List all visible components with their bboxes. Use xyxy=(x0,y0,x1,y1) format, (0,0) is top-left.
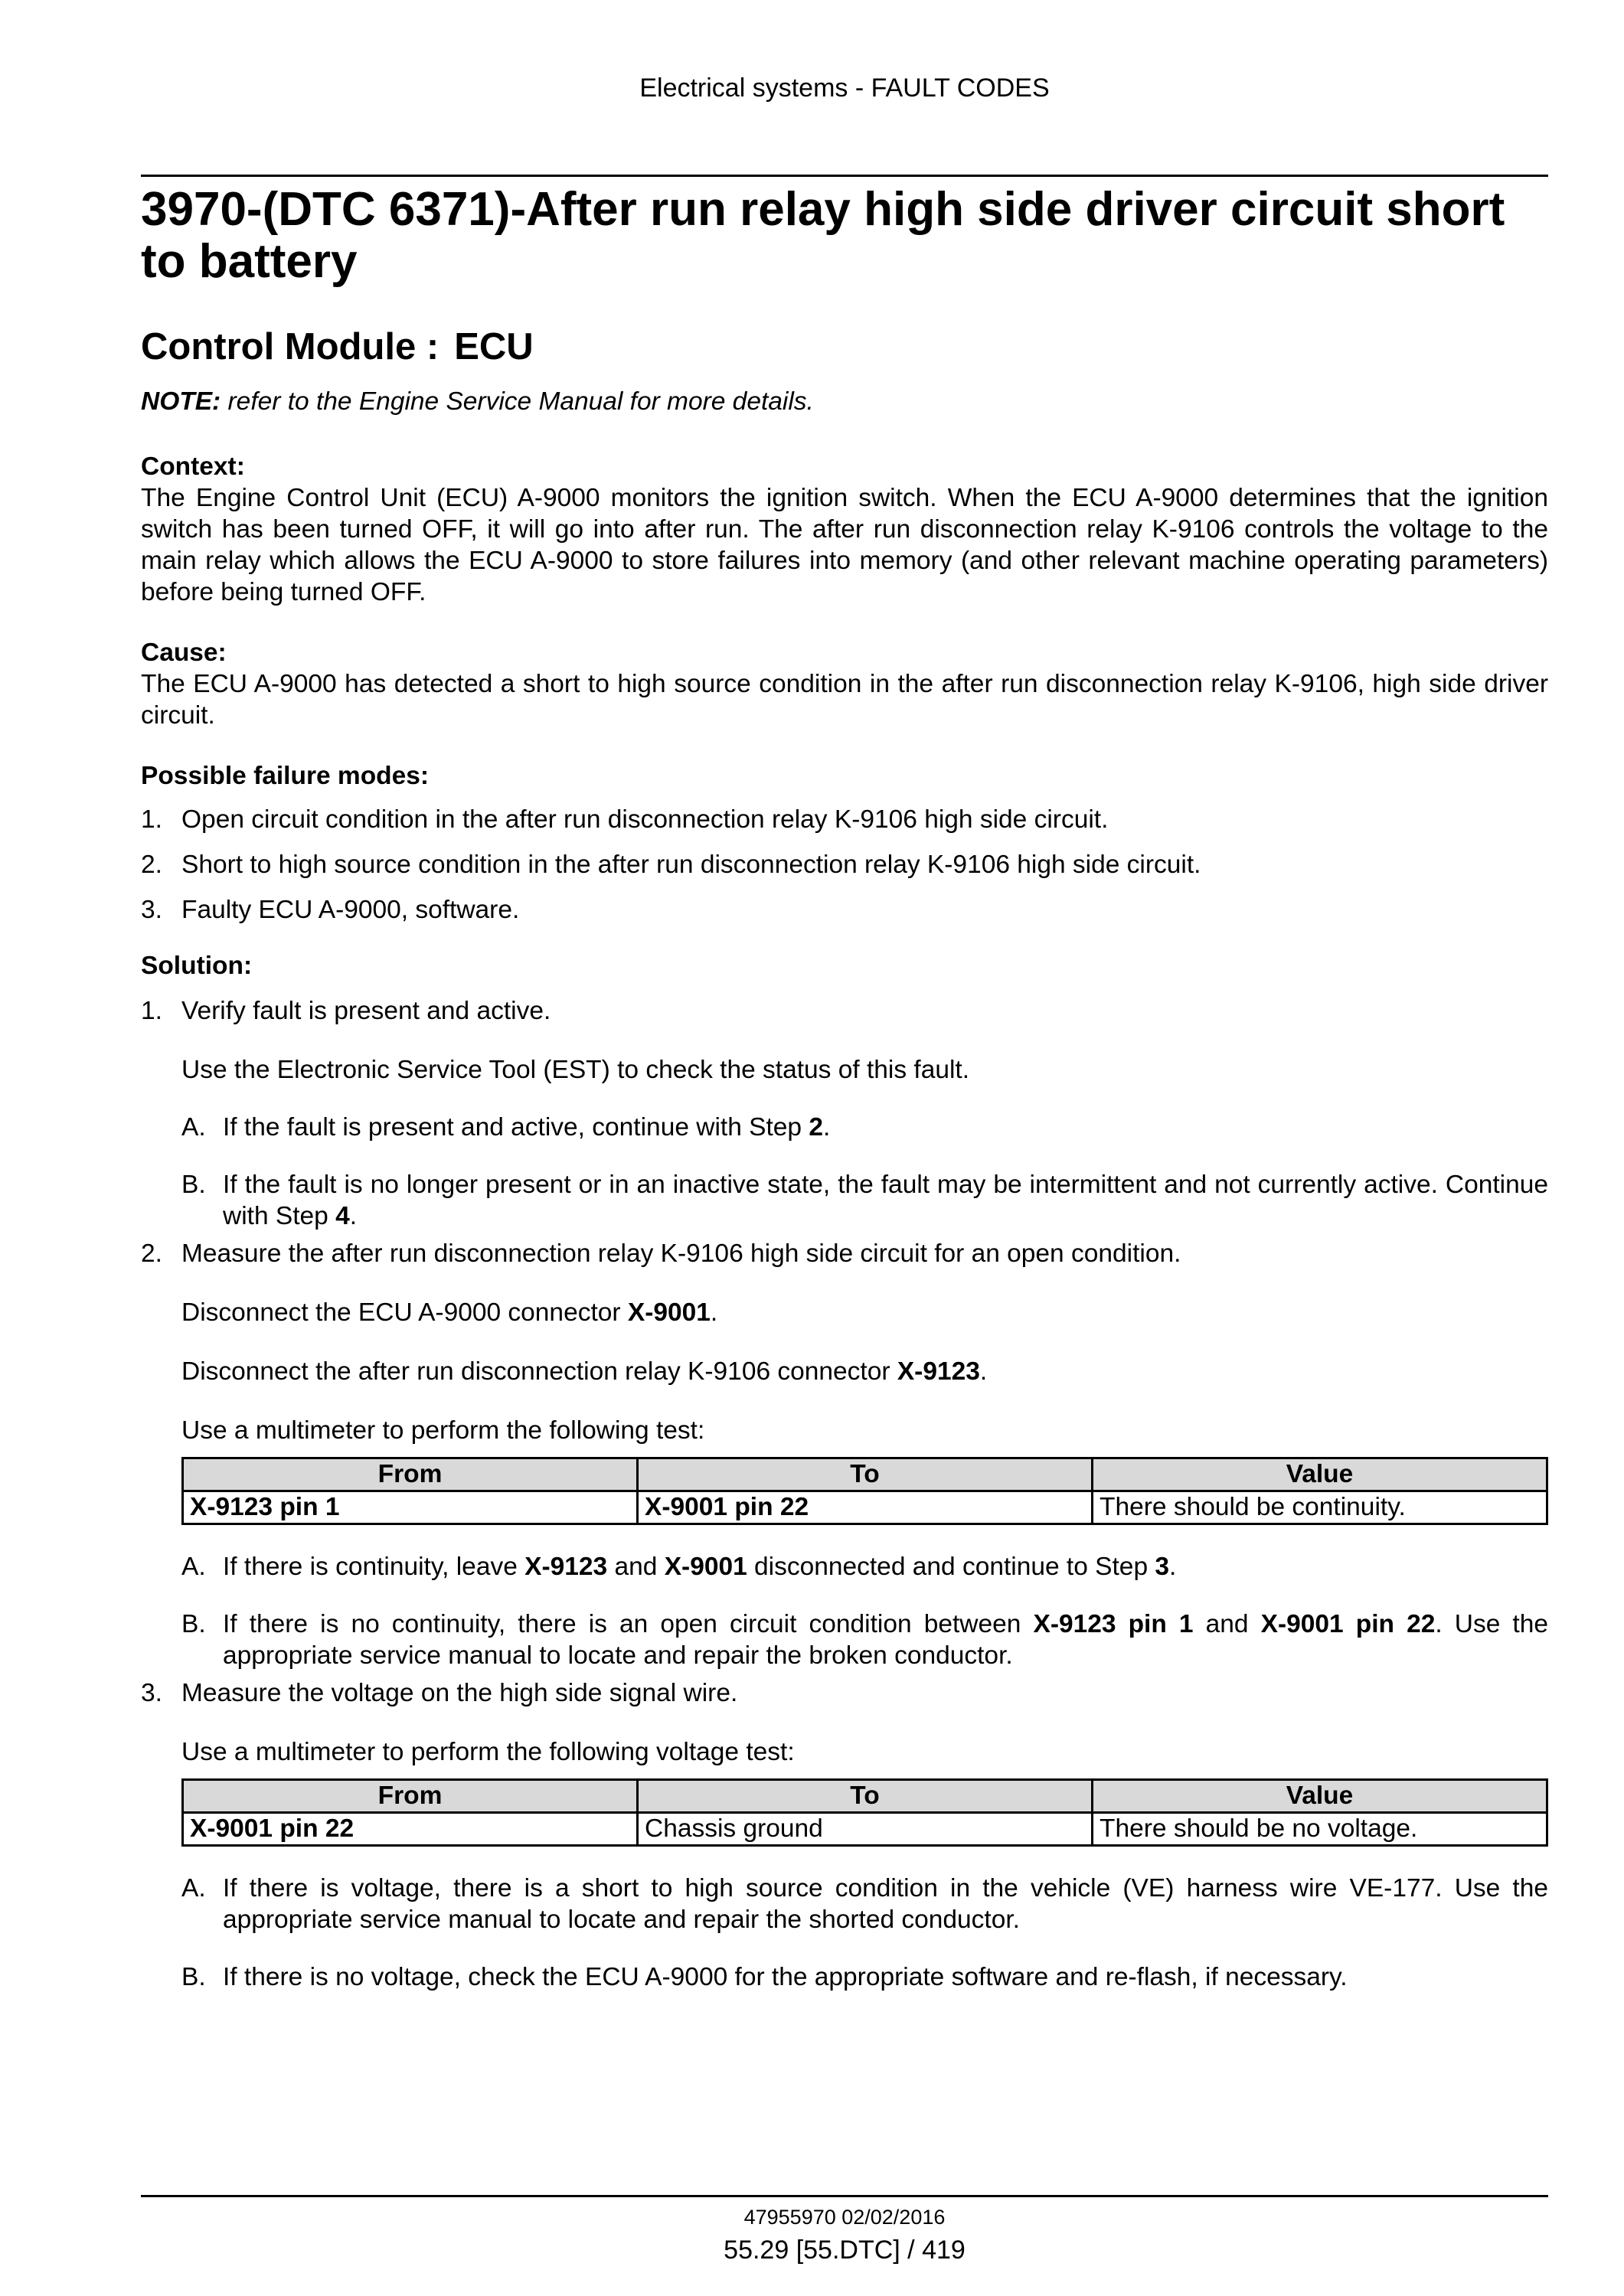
alt-text-end: . xyxy=(823,1113,831,1141)
cause-text: The ECU A-9000 has detected a short to high source condition in the after run disconnection relay K-9106, high side driver circuit. xyxy=(141,670,1548,730)
failure-modes-heading: Possible failure modes: xyxy=(141,762,430,790)
step-title: Verify fault is present and active. xyxy=(181,997,551,1025)
column-header-value: Value xyxy=(1093,1458,1547,1491)
voltage-test-table xyxy=(181,1778,1548,1847)
cause-heading: Cause: xyxy=(141,639,227,667)
connector-ref: X-9001 pin 22 xyxy=(1260,1610,1436,1638)
step-ref: 2 xyxy=(809,1113,824,1141)
page-content xyxy=(141,178,1548,1999)
alternative-a xyxy=(181,1551,1548,1582)
table-header-row xyxy=(183,1458,1547,1491)
solution-section xyxy=(141,950,1548,1993)
control-module-heading xyxy=(141,325,1548,369)
alt-text: If there is voltage, there is a short to high source condition in the vehicle (VE) harness wire VE-177. Use the appropriate service manual to locate and repair the shorted conductor. xyxy=(223,1874,1548,1934)
step-alternatives xyxy=(181,1551,1548,1671)
step-alternatives xyxy=(181,1873,1548,1993)
step-number: 1. xyxy=(141,997,162,1025)
table-row xyxy=(183,1491,1547,1524)
list-number: 1. xyxy=(141,805,162,834)
instruction-text-end: . xyxy=(979,1357,988,1386)
list-number: 2. xyxy=(141,851,162,879)
alt-letter: A. xyxy=(181,1553,206,1581)
alt-letter: A. xyxy=(181,1113,206,1141)
solution-step-2 xyxy=(141,1238,1548,1671)
connector-ref: X-9001 xyxy=(627,1298,711,1327)
control-module-value: ECU xyxy=(454,326,534,367)
failure-modes-section xyxy=(141,760,1548,926)
table-header-row xyxy=(183,1780,1547,1813)
context-section xyxy=(141,451,1548,608)
page-footer xyxy=(141,2205,1548,2266)
list-item xyxy=(141,804,1548,835)
alt-letter: B. xyxy=(181,1610,206,1638)
document-id: 47955970 02/02/2016 xyxy=(743,2206,946,2229)
solution-step-3 xyxy=(141,1677,1548,1993)
list-number: 3. xyxy=(141,896,162,924)
document-page xyxy=(141,0,1548,2296)
footer-rule xyxy=(141,2195,1548,2197)
cause-section xyxy=(141,637,1548,731)
solution-heading: Solution: xyxy=(141,952,253,980)
list-text: Faulty ECU A-9000, software. xyxy=(181,896,520,924)
cell-to: X-9001 pin 22 xyxy=(638,1491,1093,1524)
column-header-from: From xyxy=(183,1458,638,1491)
alt-text: and xyxy=(1193,1610,1261,1638)
control-module-label: Control Module : xyxy=(141,326,439,367)
instruction-text: Disconnect the ECU A-9000 connector xyxy=(181,1298,628,1327)
step-alternatives xyxy=(181,1112,1548,1232)
list-text: Open circuit condition in the after run disconnection relay K-9106 high side circuit. xyxy=(181,805,1109,834)
alt-text: disconnected and continue to Step xyxy=(747,1553,1155,1581)
step-instruction: Use the Electronic Service Tool (EST) to check the status of this fault. xyxy=(181,1056,970,1084)
alt-text-end: . xyxy=(349,1202,358,1230)
alternative-a xyxy=(181,1873,1548,1935)
alt-text-end: . xyxy=(1169,1553,1177,1581)
alternative-a xyxy=(181,1112,1548,1143)
continuity-test-table xyxy=(181,1457,1548,1525)
disconnect-instruction-2 xyxy=(181,1356,1548,1387)
cell-from: X-9123 pin 1 xyxy=(183,1491,638,1524)
failure-modes-list xyxy=(141,804,1548,926)
cell-value: There should be continuity. xyxy=(1093,1491,1547,1524)
list-item xyxy=(141,849,1548,880)
cell-value: There should be no voltage. xyxy=(1093,1813,1547,1846)
connector-ref: X-9123 xyxy=(897,1357,980,1386)
step-ref: 3 xyxy=(1155,1553,1170,1581)
connector-ref: X-9123 pin 1 xyxy=(1033,1610,1194,1638)
test-instruction: Use a multimeter to perform the following test: xyxy=(181,1416,705,1445)
list-text: Short to high source condition in the after run disconnection relay K-9106 high side circuit. xyxy=(181,851,1201,879)
table-row xyxy=(183,1813,1547,1846)
connector-ref: X-9123 xyxy=(524,1553,608,1581)
alt-letter: B. xyxy=(181,1171,206,1199)
alt-text: If there is no continuity, there is an open circuit condition between xyxy=(223,1610,1034,1638)
column-header-from: From xyxy=(183,1780,638,1813)
alt-text: If the fault is present and active, continue with Step xyxy=(223,1113,809,1141)
step-number: 2. xyxy=(141,1239,162,1268)
alt-text: If the fault is no longer present or in an inactive state, the fault may be intermittent and not currently active. Continue with Step xyxy=(223,1171,1548,1230)
solution-steps xyxy=(141,995,1548,1993)
solution-step-1 xyxy=(141,995,1548,1232)
note-text: refer to the Engine Service Manual for more details. xyxy=(227,387,814,416)
alt-text: If there is continuity, leave xyxy=(223,1553,525,1581)
header-rule xyxy=(141,175,1548,177)
alternative-b xyxy=(181,1961,1548,1993)
context-text: The Engine Control Unit (ECU) A-9000 monitors the ignition switch. When the ECU A-9000 determines that the ignition switch has been turned OFF, it will go into after run. The after run disconnection relay K-9106 controls the voltage to the main relay which allows the ECU A-9000 to store failures into memory (and other relevant machine operating parameters) before being turned OFF. xyxy=(141,484,1548,606)
alternative-b xyxy=(181,1609,1548,1671)
cell-to: Chassis ground xyxy=(638,1813,1093,1846)
alternative-b xyxy=(181,1169,1548,1232)
note-label: NOTE: xyxy=(141,387,221,416)
alt-text: If there is no voltage, check the ECU A-9000 for the appropriate software and re-flash, if necessary. xyxy=(223,1963,1348,1991)
fault-title: 3970-(DTC 6371)-After run relay high side driver circuit short to battery xyxy=(141,183,1505,288)
step-ref: 4 xyxy=(335,1202,350,1230)
column-header-to: To xyxy=(638,1780,1093,1813)
connector-ref: X-9001 xyxy=(664,1553,747,1581)
instruction-text-end: . xyxy=(710,1298,718,1327)
disconnect-instruction-1 xyxy=(181,1297,1548,1328)
alt-letter: A. xyxy=(181,1874,206,1902)
column-header-to: To xyxy=(638,1458,1093,1491)
step-number: 3. xyxy=(141,1679,162,1707)
alt-text: and xyxy=(607,1553,665,1581)
cell-from: X-9001 pin 22 xyxy=(183,1813,638,1846)
test-instruction: Use a multimeter to perform the following voltage test: xyxy=(181,1738,795,1766)
step-title: Measure the voltage on the high side signal wire. xyxy=(181,1679,738,1707)
alt-text-end: . Use the appropriate service manual to locate and repair the broken conductor. xyxy=(223,1610,1548,1670)
alt-letter: B. xyxy=(181,1963,206,1991)
running-header: Electrical systems - FAULT CODES xyxy=(639,73,1050,103)
column-header-value: Value xyxy=(1093,1780,1547,1813)
context-heading: Context: xyxy=(141,452,245,481)
instruction-text: Disconnect the after run disconnection relay K-9106 connector xyxy=(181,1357,897,1386)
step-title: Measure the after run disconnection relay K-9106 high side circuit for an open condition. xyxy=(181,1239,1181,1268)
note xyxy=(141,386,1548,417)
page-number: 55.29 [55.DTC] / 419 xyxy=(724,2236,966,2265)
list-item xyxy=(141,894,1548,926)
